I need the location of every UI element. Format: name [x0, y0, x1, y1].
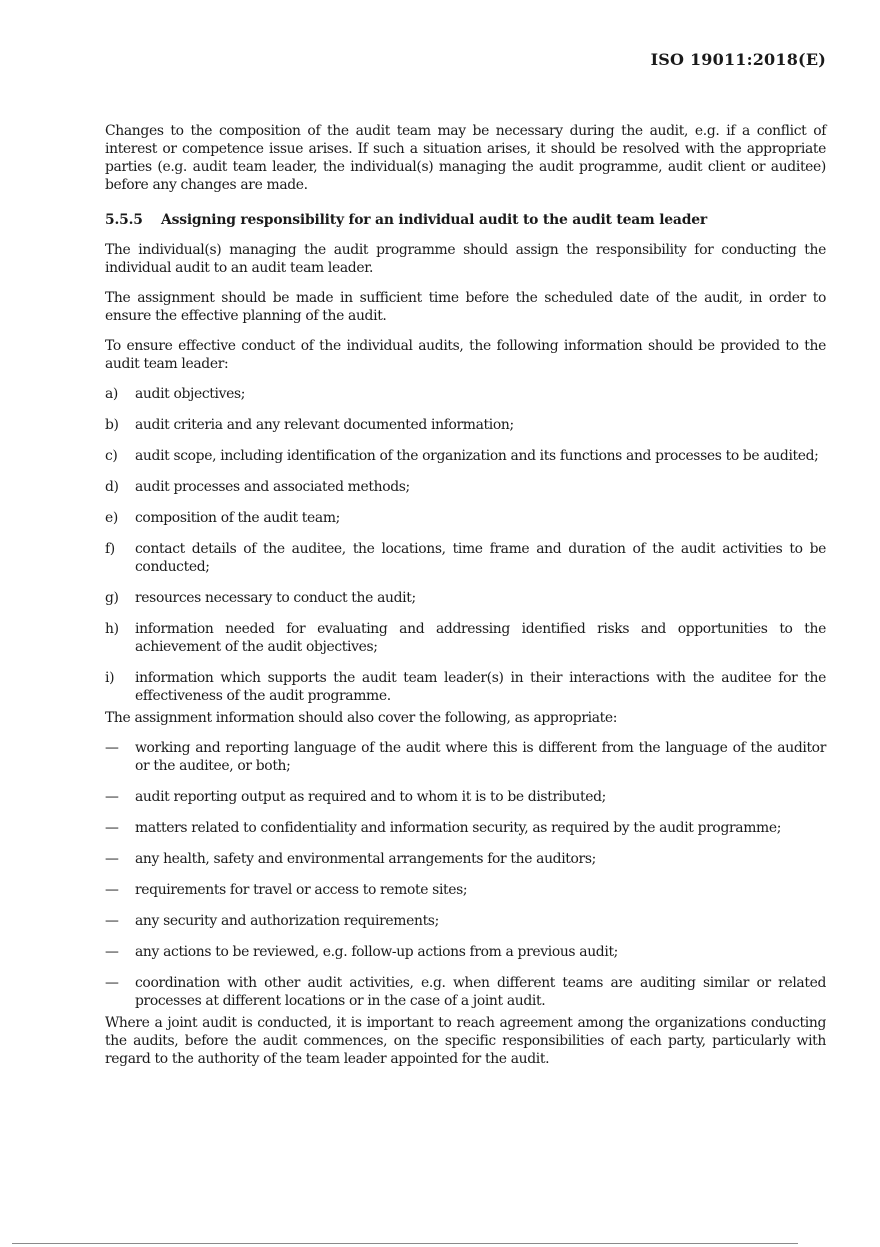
list-item-text: information which supports the audit team leader(s) in their interactions with the auditee for the effectiveness of the audit programme.: [135, 670, 826, 704]
list-item-text: information needed for evaluating and addressing identified risks and opportunities to the achievement of the audit objectives;: [135, 621, 826, 655]
list-item: [105, 620, 826, 656]
list-item-text: audit criteria and any relevant documented information;: [135, 417, 514, 433]
list-item-text: resources necessary to conduct the audit;: [135, 590, 416, 606]
dash-list: [105, 739, 826, 1010]
list-item: [105, 669, 826, 705]
list-marker: e): [105, 510, 118, 526]
list-item: [105, 850, 826, 868]
document-identifier: ISO 19011:2018(E): [650, 50, 826, 69]
list-marker: —: [105, 975, 119, 991]
intro-paragraph: Changes to the composition of the audit team may be necessary during the audit, e.g. if a conflict of interest or competence issue arises. If such a situation arises, it should be resolved with the appropriate parties (e.g. audit team leader, the individual(s) managing the audit programme, audit client or auditee) before any changes are made.: [105, 123, 826, 193]
list-item-text: audit reporting output as required and to whom it is to be distributed;: [135, 789, 606, 805]
closing-paragraph: Where a joint audit is conducted, it is important to reach agreement among the organizations conducting the audits, before the audit commences, on the specific responsibilities of each party, particularly with regard to the authority of the team leader appointed for the audit.: [105, 1015, 826, 1067]
list-marker: b): [105, 417, 119, 433]
list-marker: —: [105, 740, 119, 756]
list-item: [105, 974, 826, 1010]
list-marker: —: [105, 944, 119, 960]
page-content: [105, 122, 826, 1080]
list-item: [105, 912, 826, 930]
list-item-text: audit objectives;: [135, 386, 246, 402]
list-marker: —: [105, 851, 119, 867]
list-item-text: audit processes and associated methods;: [135, 479, 410, 495]
list-marker: d): [105, 479, 119, 495]
assignment-intro-paragraph: The assignment information should also cover the following, as appropriate:: [105, 710, 618, 726]
list-marker: a): [105, 386, 119, 402]
list-item: [105, 788, 826, 806]
list-marker: —: [105, 882, 119, 898]
list-item-text: requirements for travel or access to remote sites;: [135, 882, 468, 898]
list-item: [105, 739, 826, 775]
list-item: [105, 540, 826, 576]
list-item-text: any actions to be reviewed, e.g. follow-up actions from a previous audit;: [135, 944, 619, 960]
list-marker: h): [105, 621, 119, 637]
list-item-text: composition of the audit team;: [135, 510, 340, 526]
list-item-text: coordination with other audit activities, e.g. when different teams are auditing similar or related processes at different locations or in the case of a joint audit.: [135, 975, 826, 1009]
list-item: [105, 385, 826, 403]
paragraph: The assignment should be made in sufficient time before the scheduled date of the audit, in order to ensure the effective planning of the audit.: [105, 290, 826, 324]
paragraph: The individual(s) managing the audit programme should assign the responsibility for conducting the individual audit to an audit team leader.: [105, 242, 826, 276]
list-item: [105, 416, 826, 434]
clause-number: 5.5.5: [105, 212, 143, 228]
clause-title: Assigning responsibility for an individual audit to the audit team leader: [161, 212, 707, 228]
list-marker: g): [105, 590, 119, 606]
list-item-text: matters related to confidentiality and information security, as required by the audit programme;: [135, 820, 782, 836]
list-marker: —: [105, 789, 119, 805]
footer-divider: [12, 1243, 798, 1244]
list-marker: i): [105, 670, 115, 686]
list-item: [105, 447, 826, 465]
list-item: [105, 509, 826, 527]
list-marker: —: [105, 913, 119, 929]
clause-heading: [105, 211, 826, 229]
list-item: [105, 478, 826, 496]
list-item: [105, 881, 826, 899]
lettered-list: [105, 385, 826, 705]
list-marker: f): [105, 541, 115, 557]
list-item-text: contact details of the auditee, the locations, time frame and duration of the audit activities to be conducted;: [135, 541, 826, 575]
list-marker: c): [105, 448, 118, 464]
paragraph: To ensure effective conduct of the individual audits, the following information should be provided to the audit team leader:: [105, 338, 826, 372]
list-item-text: audit scope, including identification of the organization and its functions and processes to be audited;: [135, 448, 819, 464]
list-item: [105, 589, 826, 607]
list-item: [105, 819, 826, 837]
list-item-text: any health, safety and environmental arrangements for the auditors;: [135, 851, 596, 867]
list-item-text: any security and authorization requirements;: [135, 913, 439, 929]
list-marker: —: [105, 820, 119, 836]
list-item-text: working and reporting language of the audit where this is different from the language of the auditor or the auditee, or both;: [135, 740, 826, 774]
list-item: [105, 943, 826, 961]
